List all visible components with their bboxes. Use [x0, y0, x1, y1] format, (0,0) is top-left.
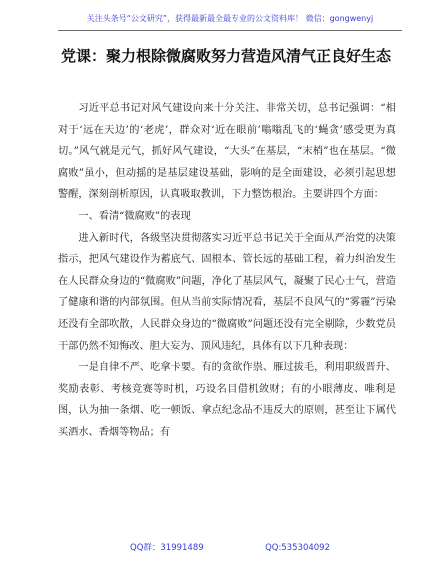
header-divider	[58, 30, 402, 31]
document-title: 党课：聚力根除微腐败努力营造风清气正良好生态	[60, 47, 391, 65]
section-heading-1: 一、看清“微腐败”的表现	[78, 210, 191, 222]
document-body	[58, 98, 396, 444]
paragraph-intro: 习近平总书记对风气建设向来十分关注、非常关切，总书记强调：“相对于‘远在天边’的‘老虎’，群众对‘近在眼前’嗡嗡乱飞的‘蝇贪’感受更为真切。”风气就是元气，抓好风气建设，“大头”在基层，“末梢”也在基层。“微腐败”虽小，但动摇的是基层建设基础，影响的是全面建设，必须引起思想警醒，深刻剖析原因，认真吸取教训，下力整饬根治。主要讲四个方面：	[58, 103, 396, 201]
footer-qq-group: QQ群：31991489	[130, 543, 204, 553]
footer-contact	[60, 541, 400, 553]
header-promo-note: 关注头条号“公文研究”，获得最新最全最专业的公文资料库！ 微信：gongwenyj	[86, 14, 374, 23]
paragraph-section-1: 进入新时代，各级坚决贯彻落实习近平总书记关于全面从严治党的决策指示，把风气建设作为蓄底气、固根本、管长远的基础工程，着力纠治发生在人民群众身边的“微腐败”问题，净化了基层风气，凝聚了民心士气，营造了健康和谐的内部氛围。但从当前实际情况看，基层不良风气的“雾霾”污染还没有全部吹散，人民群众身边的“微腐败”问题还没有完全剔除，少数党员干部仍然不知悔改、胆大妄为、顶风违纪，具体有以下几种表现：	[58, 232, 396, 352]
paragraph-point-1: 一是自律不严、吃拿卡要。有的贪欲作祟、雁过拔毛，利用职级晋升、奖励表彰、考核竞赛等时机，巧设名目借机敛财；有的小眼薄皮、唯利是图，认为抽一条烟、吃一顿饭、拿点纪念品不违反大的原则，甚至让下属代买酒水、香烟等物品；有	[58, 362, 396, 438]
footer-qq-contact: QQ:535304092	[265, 543, 330, 553]
